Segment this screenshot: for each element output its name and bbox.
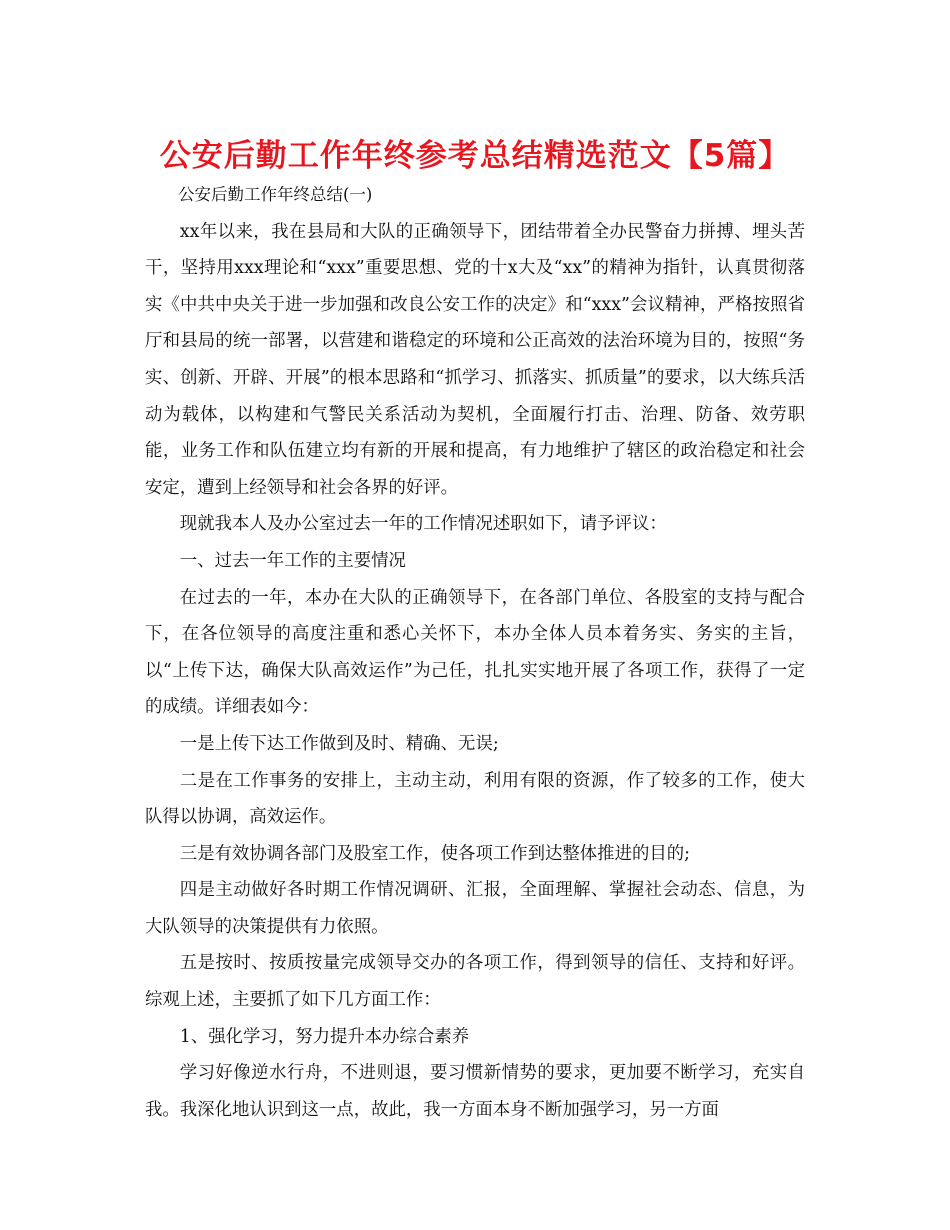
paragraph: 学习好像逆水行舟，不进则退，要习惯新情势的要求，更加要不断学习，充实自我。我深化地认识到这一点，故此，我一方面本身不断加强学习，另一方面 (145, 1063, 805, 1120)
list-item: 一是上传下达工作做到及时、精确、无误; (179, 733, 499, 754)
list-item: 五是按时、按质按量完成领导交办的各项工作，得到领导的信任、支持和好评。综观上述，主要抓了如下几方面工作： (145, 953, 805, 1011)
paragraph: 现就我本人及办公室过去一年的工作情况述职如下，请予评议： (179, 514, 667, 535)
list-item: 二是在工作事务的安排上，主动主动，利用有限的资源，作了较多的工作，使大队得以协调，高效运作。 (145, 770, 805, 828)
paragraph: xx年以来，我在县局和大队的正确领导下，团结带着全办民警奋力拼搏、埋头苦干，坚持用xxx理论和“xxx”重要思想、党的十x大及“xx”的精神为指针，认真贯彻落实《中共中央关于进一步加强和改良公安工作的决定》和“xxx”会议精神，严格按照省厅和县局的统一部署，以营建和谐稳定的环境和公正高效的法治环境为目的，按照“务实、创新、开辟、开展”的根本思路和“抓学习、抓落实、抓质量”的要求，以大练兵活动为载体，以构建和气警民关系活动为契机，全面履行打击、治理、防备、效劳职能，业务工作和队伍建立均有新的开展和提高，有力地维护了辖区的政治稳定和社会安定，遭到上经领导和社会各界的好评。 (145, 221, 805, 498)
document-title: 公安后勤工作年终参考总结精选范文【5篇】 (159, 138, 791, 174)
list-item: 三是有效协调各部门及股室工作，使各项工作到达整体推进的目的; (179, 843, 690, 864)
list-item: 四是主动做好各时期工作情况调研、汇报，全面理解、掌握社会动态、信息，为大队领导的决策提供有力依照。 (145, 880, 805, 937)
document-body (145, 177, 805, 1128)
subsection-heading: 1、强化学习，努力提升本办综合素养 (179, 1026, 470, 1047)
paragraph: 在过去的一年，本办在大队的正确领导下，在各部门单位、各股室的支持与配合下，在各位领导的高度注重和悉心关怀下，本办全体人员本着务实、务实的主旨，以“上传下达，确保大队高效运作”为己任，扎扎实实地开展了各项工作，获得了一定的成绩。详细表如今： (145, 587, 805, 718)
subsection-heading: 一、过去一年工作的主要情况 (179, 550, 406, 571)
section-heading: 公安后勤工作年终总结(一) (178, 185, 373, 204)
